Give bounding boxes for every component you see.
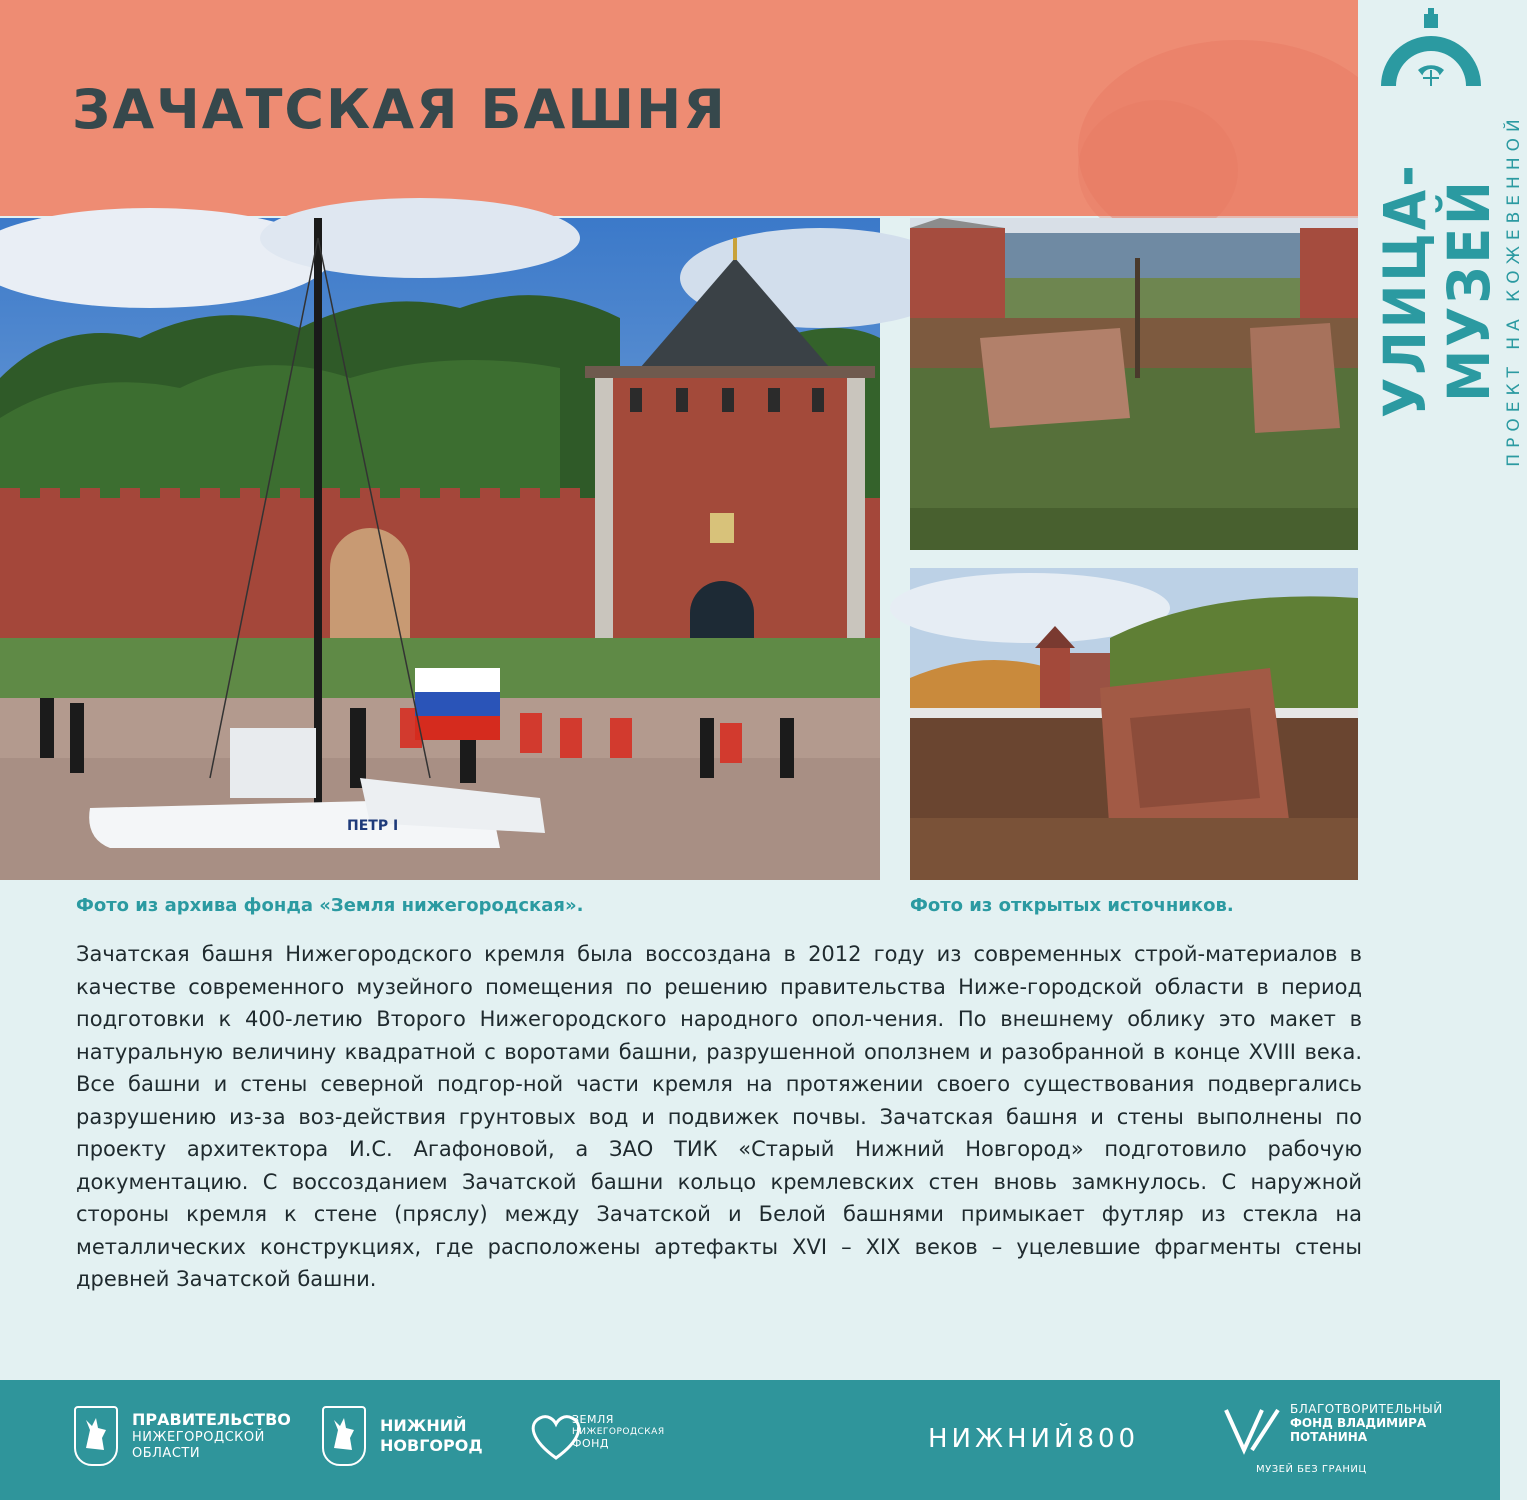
- potanin-tagline: МУЗЕЙ БЕЗ ГРАНИЦ: [1256, 1464, 1367, 1475]
- brand-vertical-text: [1371, 80, 1524, 500]
- partner-government: ПРАВИТЕЛЬСТВО НИЖЕГОРОДСКОЙ ОБЛАСТИ: [132, 1410, 291, 1461]
- partner-city: НИЖНИЙ НОВГОРОД: [380, 1416, 483, 1455]
- photo-caption-right: Фото из открытых источников.: [910, 895, 1234, 916]
- brand-name: УЛИЦА-МУЗЕЙ: [1371, 162, 1503, 418]
- regional-emblem-icon: [74, 1406, 118, 1466]
- body-paragraph: Зачатская башня Нижегородского кремля была воссоздана в 2012 году из современных строй-материалов в качестве современного музейного помещения по решению правительства Ниже-городской области в период подготовки к 400-летию Второго Нижегородского народного опол-чения. По внешнему облику это макет в натуральную величину квадратной с воротами башни, разрушенной оползнем и разобранной в конце XVIII века. Все башни и стены северной подгор-ной части кремля на протяжении своего существования подвергались разрушению из-за воз-действия грунтовых вод и подвижек почвы. Зачатская башня и стены выполнены по проекту архитектора И.С. Агафоновой, а ЗАО ТИК «Старый Нижний Новгород» подготовило рабочую документацию. С воссозданием Зачатской башни кольцо кремлевских стен вновь замкнулось. С наружной стороны кремля к стене (пряслу) между Зачатской и Белой башнями примыкает футляр из стекла на металлических конструкциях, где расположены артефакты XVI – XIX веков – уцелевшие фрагменты стены древней Зачатской башни.: [76, 942, 1362, 1291]
- partner-nizhny800: НИЖНИЙ800: [928, 1424, 1140, 1454]
- main-photo-tower: [0, 218, 880, 880]
- partner-potanin-fund: БЛАГОТВОРИТЕЛЬНЫЙ ФОНД ВЛАДИМИРА ПОТАНИНА: [1290, 1402, 1443, 1444]
- footer-partners: ПРАВИТЕЛЬСТВО НИЖЕГОРОДСКОЙ ОБЛАСТИ НИЖНИЙ НОВГОРОД ЗЕМЛЯ НИЖЕГОРОДСКАЯ ФОНД НИЖНИЙ800 БЛАГОТВОРИТЕЛЬНЫЙ ФОНД ВЛАДИМИРА ПОТАНИНА МУЗЕЙ БЕЗ ГРАНИЦ: [0, 1380, 1500, 1500]
- city-emblem-icon: [322, 1406, 366, 1466]
- boat-label: ПЕТР I: [347, 818, 399, 834]
- potanin-fund-logo-icon: [1222, 1406, 1282, 1454]
- ruins-photo-bottom: [910, 568, 1358, 880]
- page-title: ЗАЧАТСКАЯ БАШНЯ: [72, 78, 727, 141]
- brand-tagline: ПРОЕКТ НА КОЖЕВЕННОЙ: [1504, 113, 1524, 467]
- ruins-photo-top: [910, 218, 1358, 550]
- photo-caption-left: Фото из архива фонда «Земля нижегородская».: [76, 895, 584, 916]
